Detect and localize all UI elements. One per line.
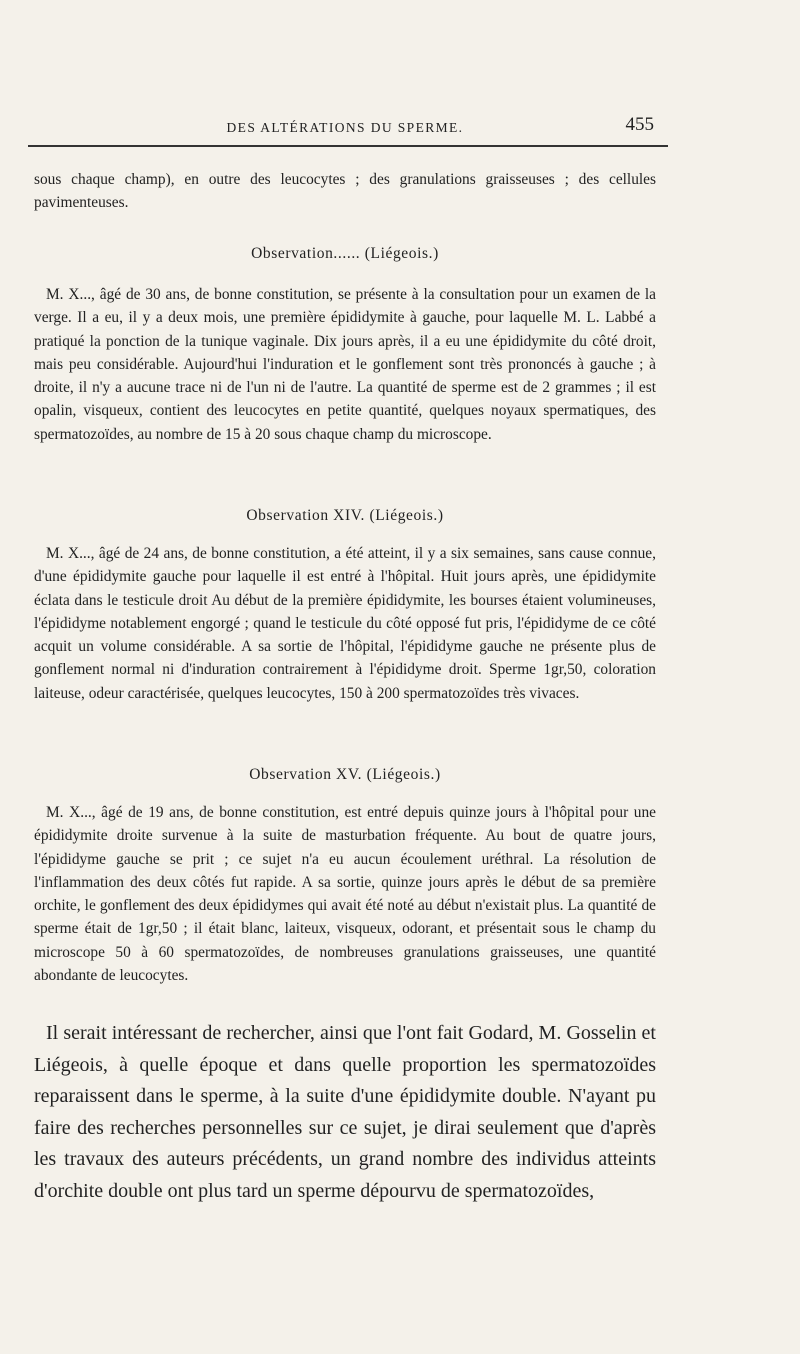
- observation-text-1: M. X..., âgé de 30 ans, de bonne constitution, se présente à la consultation pour un examen de la verge. Il a eu, il y a deux mois, une première épididymite à gauche, pour laquelle M. L. Labbé a pratiqué la ponction de la tunique vaginale. Dix jours après, il a eu une épididymite du côté droit, mais peu considérable. Aujourd'hui l'induration et le gonflement sont très prononcés à gauche ; à droite, il n'y a aucune trace ni de l'un ni de l'autre. La quantité de sperme est de 2 grammes ; il est opalin, visqueux, contient des leucocytes en petite quantité, quelques noyaux spermatiques, des spermatozoïdes, au nombre de 15 à 20 sous chaque champ du microscope.: [34, 286, 656, 443]
- observation-title-2: Observation XIV. (Liégeois.): [246, 507, 444, 524]
- observation-text-3: M. X..., âgé de 19 ans, de bonne constitution, est entré depuis quinze jours à l'hôpital pour une épididymite droite survenue à la suite de masturbation fréquente. Au bout de quatre jours, l'épididyme gauche se prit ; ce sujet n'a eu aucun écoulement uréthral. La résolution de l'inflammation des deux côtés fut rapide. A sa sortie, quinze jours après le début de sa première orchite, le gonflement des deux épididymes qui avait été noté au début n'existait plus. La quantité de sperme était de 1gr,50 ; il était blanc, laiteux, visqueux, odorant, et présentait sous le champ du microscope 50 à 60 spermatozoïdes, de nombreuses granulations graisseuses, une quantité abondante de leucocytes.: [34, 804, 656, 985]
- page-number: 455: [625, 114, 654, 135]
- observation-text-2: M. X..., âgé de 24 ans, de bonne constitution, a été atteint, il y a six semaines, sans cause connue, d'une épididymite gauche pour laquelle il est entré à l'hôpital. Huit jours après, une épididymite éclata dans le testicule droit Au début de la première épididymite, les bourses étaient volumineuses, l'épididyme notablement engorgé ; quand le testicule du côté opposé fut pris, l'épididyme de ce côté acquit un volume considérable. A sa sortie de l'hôpital, l'épididyme gauche ne présente plus de gonflement normal ni d'induration contrairement à l'épididyme droit. Sperme 1gr,50, coloration laiteuse, odeur caractérisée, quelques leucocytes, 150 à 200 spermatozoïdes très vivaces.: [34, 545, 656, 702]
- observation-3: [34, 801, 656, 987]
- intro-paragraph: [34, 168, 656, 215]
- observation-title-1: Observation...... (Liégeois.): [251, 245, 439, 262]
- page-header: [34, 106, 656, 146]
- closing-paragraph: [34, 1018, 656, 1207]
- intro-text: sous chaque champ), en outre des leucocytes ; des granulations graisseuses ; des cellules pavimenteuses.: [34, 171, 656, 212]
- closing-text: Il serait intéressant de rechercher, ainsi que l'ont fait Godard, M. Gosselin et Liégeois, à quelle époque et dans quelle proportion les spermatozoïdes reparaissent dans le sperme, à la suite d'une épididymite double. N'ayant pu faire des recherches personnelles sur ce sujet, je dirai seulement que d'après les travaux des auteurs précédents, un grand nombre des individus atteints d'orchite double ont plus tard un sperme dépourvu de spermatozoïdes,: [34, 1022, 656, 1202]
- observation-title-3: Observation XV. (Liégeois.): [249, 766, 441, 783]
- running-head: DES ALTÉRATIONS DU SPERME.: [226, 120, 464, 135]
- observation-2: [34, 542, 656, 705]
- header-rule: [28, 145, 668, 147]
- observation-1: [34, 283, 656, 446]
